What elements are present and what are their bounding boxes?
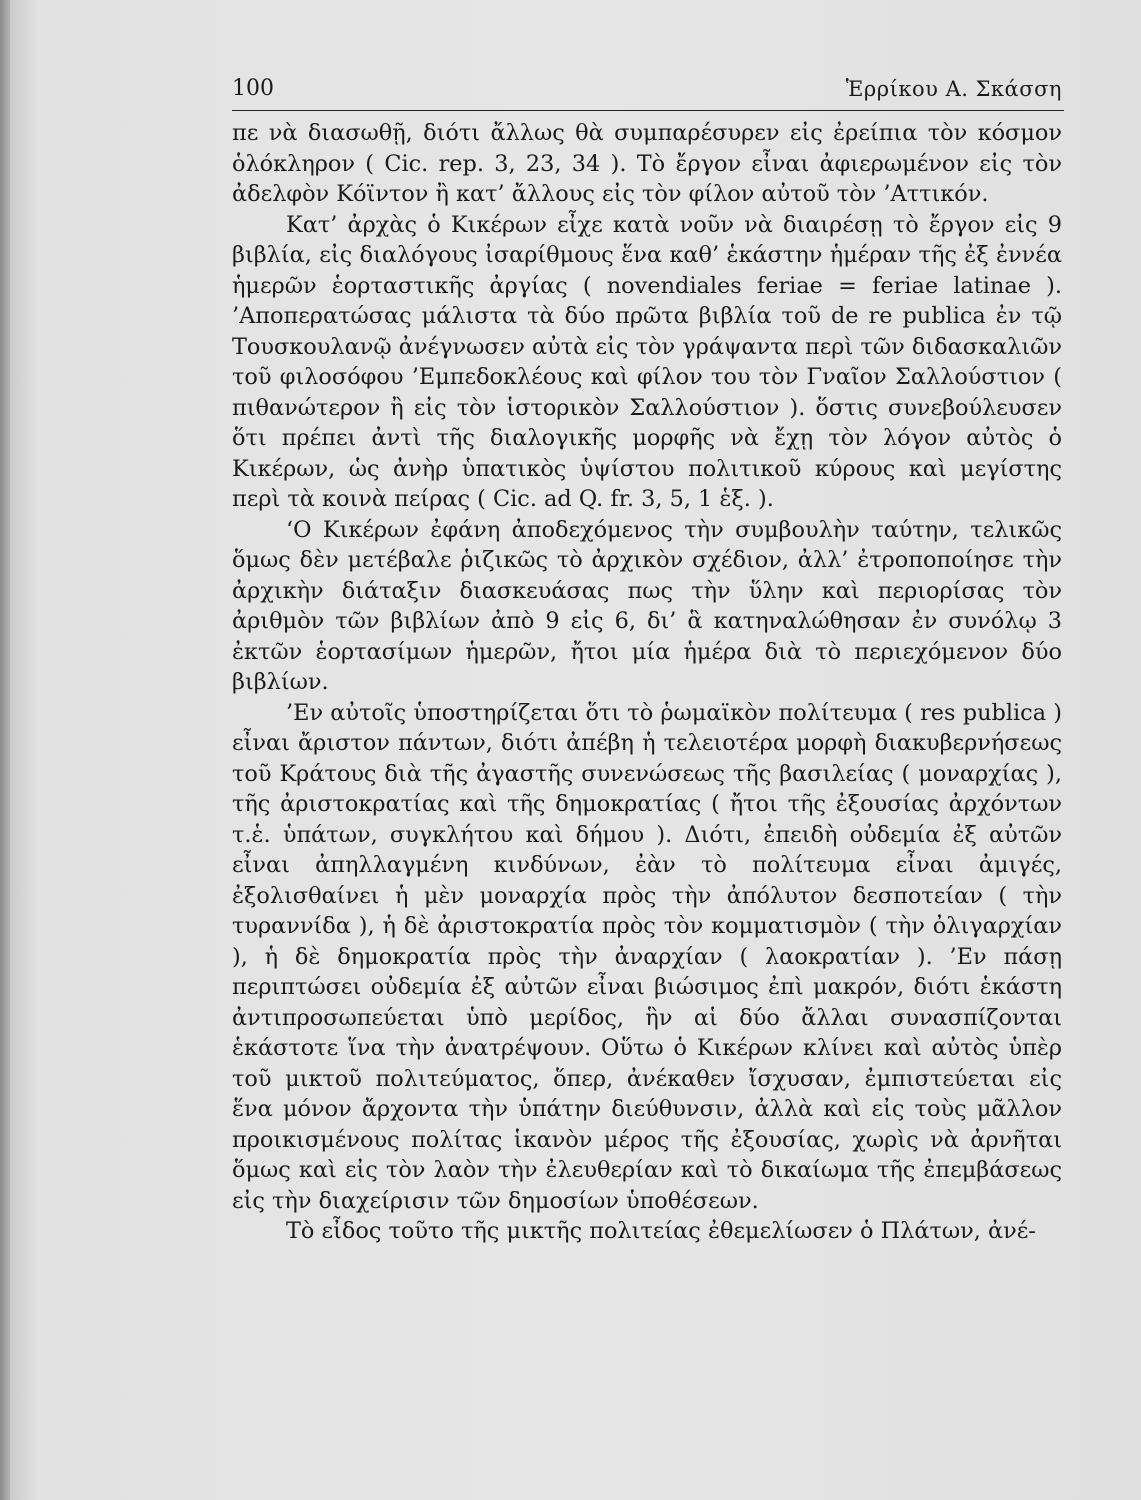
body-text xyxy=(232,118,1062,1247)
page-binding-shadow xyxy=(0,0,10,1500)
paragraph: ’Εν αὐτοῖς ὑποστηρίζεται ὅτι τὸ ῥωμαϊκὸν πολίτευμα ( res publica ) εἶναι ἄριστον πάντων, διότι ἀπέβη ἡ τελειοτέρα μορφὴ διακυβερνήσεως τοῦ Κράτους διὰ τῆς ἀγαστῆς συνενώσεως τῆς βασιλείας ( μοναρχίας ), τῆς ἀριστοκρατίας καὶ τῆς δημοκρατίας ( ἤτοι τῆς ἐξουσίας ἀρχόντων τ.ἑ. ὑπάτων, συγκλήτου καὶ δήμου ). Διότι, ἐπειδὴ οὐδεμία ἐξ αὐτῶν εἶναι ἀπηλλαγμένη κινδύνων, ἐὰν τὸ πολίτευμα εἶναι ἀμιγές, ἐξολισθαίνει ἡ μὲν μοναρχία πρὸς τὴν ἀπόλυτον δεσποτείαν ( τὴν τυραννίδα ), ἡ δὲ ἀριστοκρατία πρὸς τὸν κομματισμὸν ( τὴν ὀλιγαρχίαν ), ἡ δὲ δημοκρατία πρὸς τὴν ἀναρχίαν ( λαοκρατίαν ). ’Εν πάσῃ περιπτώσει οὐδεμία ἐξ αὐτῶν εἶναι βιώσιμος ἐπὶ μακρόν, διότι ἑκάστη ἀντιπροσωπεύεται ὑπὸ μερίδος, ἣν αἱ δύο ἄλλαι συνασπίζονται ἑκάστοτε ἵνα τὴν ἀνατρέψουν. Οὕτω ὁ Κικέρων κλίνει καὶ αὐτὸς ὑπὲρ τοῦ μικτοῦ πολιτεύματος, ὅπερ, ἀνέκαθεν ἴσχυσαν, ἐμπιστεύεται εἰς ἕνα μόνον ἄρχοντα τὴν ὑπάτην διεύθυνσιν, ἀλλὰ καὶ εἰς τοὺς μᾶλλον προικισμένους πολίτας ἱκανὸν μέρος τῆς ἐξουσίας, χωρὶς νὰ ἀρνῆται ὅμως καὶ εἰς τὸν λαὸν τὴν ἐλευθερίαν καὶ τὸ δικαίωμα τῆς ἐπεμβάσεως εἰς τὴν διαχείρισιν τῶν δημοσίων ὑποθέσεων. xyxy=(232,699,1062,1214)
paragraph: Τὸ εἶδος τοῦτο τῆς μικτῆς πολιτείας ἐθεμελίωσεν ὁ Πλάτων, ἀνέ- xyxy=(286,1218,1036,1244)
running-head: Ἑρρίκου Α. Σκάσση xyxy=(845,77,1062,101)
page-header xyxy=(232,74,1062,104)
header-rule xyxy=(232,110,1064,111)
paragraph: ‘Ο Κικέρων ἐφάνη ἀποδεχόμενος τὴν συμβουλὴν ταύτην, τελικῶς ὅμως δὲν μετέβαλε ῥιζικῶς τὸ ἀρχικὸν σχέδιον, ἀλλ’ ἐτροποποίησε τὴν ἀρχικὴν διάταξιν διασκευάσας πως τὴν ὕλην καὶ περιορίσας τὸν ἀριθμὸν τῶν βιβλίων ἀπὸ 9 εἰς 6, δι’ ἃ κατηναλώθησαν ἐν συνόλῳ 3 ἐκτῶν ἑορτασίμων ἡμερῶν, ἤτοι μία ἡμέρα διὰ τὸ περιεχόμενον δύο βιβλίων. xyxy=(232,516,1062,695)
paragraph: Κατ’ ἀρχὰς ὁ Κικέρων εἶχε κατὰ νοῦν νὰ διαιρέσῃ τὸ ἔργον εἰς 9 βιβλία, εἰς διαλόγους ἰσαρίθμους ἕνα καθ’ ἑκάστην ἡμέραν τῆς ἐξ ἐννέα ἡμερῶν ἑορταστικῆς ἀργίας ( novendiales feriae = feriae latinae ). ’Αποπερατώσας μάλιστα τὰ δύο πρῶτα βιβλία τοῦ de re publica ἐν τῷ Τουσκουλανῷ ἀνέγνωσεν αὐτὰ εἰς τὸν γράψαντα περὶ τῶν διδασκαλιῶν τοῦ φιλοσόφου ’Εμπεδοκλέους καὶ φίλον του τὸν Γναῖον Σαλλούστιον ( πιθανώτερον ἢ εἰς τὸν ἱστορικὸν Σαλλούστιον ). ὅστις συνεβούλευσεν ὅτι πρέπει ἀντὶ τῆς διαλογικῆς μορφῆς νὰ ἔχῃ τὸν λόγον αὐτὸς ὁ Κικέρων, ὡς ἀνὴρ ὑπατικὸς ὑψίστου πολιτικοῦ κύρους καὶ μεγίστης περὶ τὰ κοινὰ πείρας ( Cic. ad Q. fr. 3, 5, 1 ἑξ. ). xyxy=(232,211,1062,512)
paragraph-continuation: πε νὰ διασωθῇ, διότι ἄλλως θὰ συμπαρέσυρεν εἰς ἐρείπια τὸν κόσμον ὁλόκληρον ( Cic. rep. 3, 23, 34 ). Τὸ ἔργον εἶναι ἀφιερωμένον εἰς τὸν ἀδελφὸν Κόϊντον ἢ κατ’ ἄλλους εἰς τὸν φίλον αὐτοῦ τὸν ’Αττικόν. xyxy=(232,120,1062,207)
page-number: 100 xyxy=(232,76,274,101)
